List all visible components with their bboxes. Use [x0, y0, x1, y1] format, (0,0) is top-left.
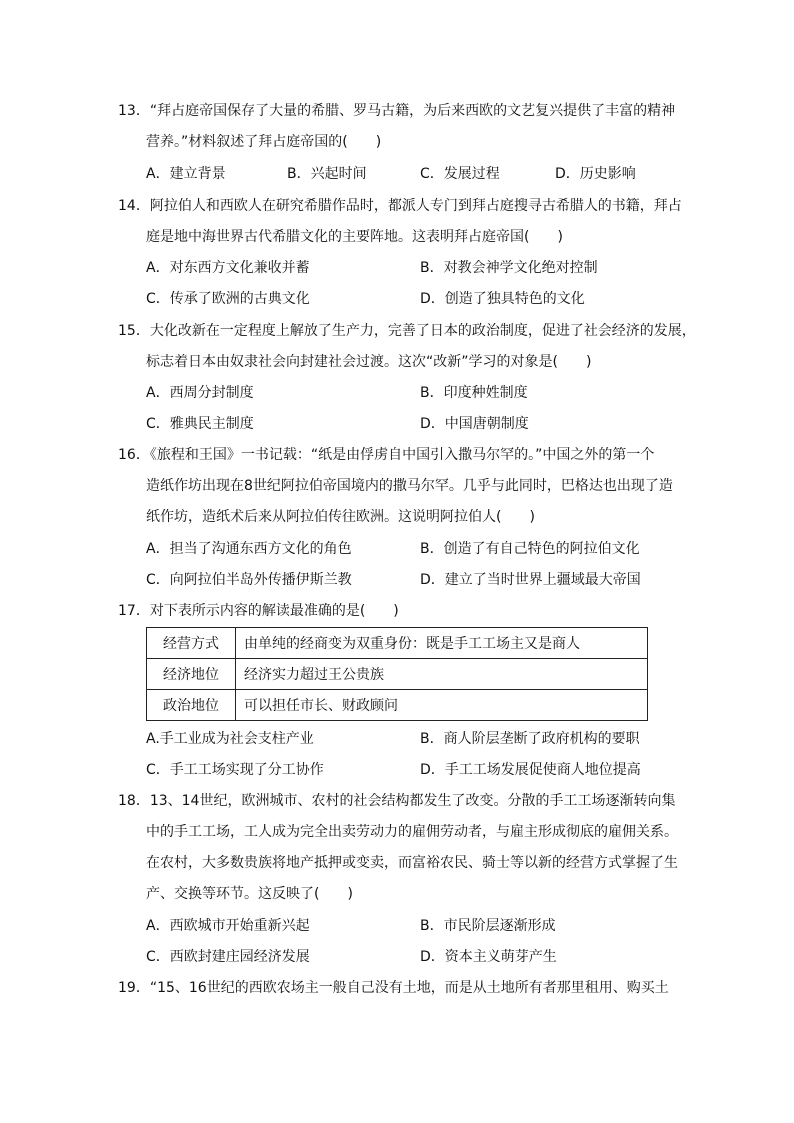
question-16-option-a: A．担当了沟通东西方文化的角色	[146, 541, 352, 557]
question-16-stem-line-3: 纸作坊，造纸术后来从阿拉伯传往欧洲。这说明阿拉伯人( )	[146, 509, 535, 525]
question-17-stem-line-1: 17．对下表所示内容的解读最准确的是( )	[118, 603, 399, 619]
question-13-stem-line-2: 营养。”材料叙述了拜占庭帝国的( )	[146, 134, 382, 150]
question-18-stem-line-3: 在农村，大多数贵族将地产抵押或变卖，而富裕农民、骑士等以新的经营方式掌握了生	[146, 855, 678, 871]
question-18-option-c: C．西欧封建庄园经济发展	[146, 949, 310, 965]
question-15-option-c: C．雅典民主制度	[146, 416, 254, 432]
question-17-option-b: B．商人阶层垄断了政府机构的要职	[420, 731, 640, 747]
question-16-option-b: B．创造了有自己特色的阿拉伯文化	[420, 541, 640, 557]
question-17-option-d: D．手工工场发展促使商人地位提高	[420, 762, 641, 778]
question-16-stem-line-1: 16．《旅程和王国》一书记载：“纸是由俘虏自中国引入撒马尔罕的。”中国之外的第一个	[118, 447, 655, 463]
question-18-stem-line-2: 中的手工工场，工人成为完全出卖劳动力的雇佣劳动者，与雇主形成彻底的雇佣关系。	[146, 824, 678, 840]
question-13-option-d: D．历史影响	[555, 166, 636, 182]
table-row	[147, 690, 648, 721]
question-18-option-b: B．市民阶层逐渐形成	[420, 918, 556, 934]
table-cell-value: 经济实力超过王公贵族	[236, 659, 648, 690]
question-13-option-b: B．兴起时间	[287, 166, 367, 182]
question-15-option-a: A．西周分封制度	[146, 385, 254, 401]
question-16-option-c: C．向阿拉伯半岛外传播伊斯兰教	[146, 572, 352, 588]
question-17-option-a: A.手工业成为社会支柱产业	[146, 731, 314, 747]
question-15-option-b: B．印度种姓制度	[420, 385, 528, 401]
table-cell-key: 经营方式	[147, 628, 236, 659]
table-row	[147, 628, 648, 659]
question-19-stem-line-1: 19．“15、16世纪的西欧农场主一般自己没有土地，而是从土地所有者那里租用、购买土	[118, 980, 669, 996]
question-13-option-c: C．发展过程	[420, 166, 500, 182]
table-cell-key: 政治地位	[147, 690, 236, 721]
question-14-option-a: A．对东西方文化兼收并蓄	[146, 260, 310, 276]
question-16-stem-line-2: 造纸作坊出现在8世纪阿拉伯帝国境内的撒马尔罕。几乎与此同时，巴格达也出现了造	[146, 478, 673, 494]
table-cell-value: 可以担任市长、财政顾问	[236, 690, 648, 721]
question-14-option-c: C．传承了欧洲的古典文化	[146, 291, 310, 307]
question-13-stem-line-1: 13．“拜占庭帝国保存了大量的希腊、罗马古籍，为后来西欧的文艺复兴提供了丰富的精神	[118, 103, 676, 119]
question-14-stem-line-1: 14．阿拉伯人和西欧人在研究希腊作品时，都派人专门到拜占庭搜寻古希腊人的书籍，拜占	[118, 198, 682, 214]
question-13-option-a: A．建立背景	[146, 166, 226, 182]
question-15-stem-line-2: 标志着日本由奴隶社会向封建社会过渡。这次“改新”学习的对象是( )	[146, 354, 592, 370]
question-18-option-d: D．资本主义萌芽产生	[420, 949, 557, 965]
question-18-option-a: A．西欧城市开始重新兴起	[146, 918, 310, 934]
question-17-option-c: C．手工工场实现了分工协作	[146, 762, 324, 778]
question-18-stem-line-4: 产、交换等环节。这反映了( )	[146, 886, 353, 902]
table-row	[147, 659, 648, 690]
table-cell-key: 经济地位	[147, 659, 236, 690]
question-14-option-d: D．创造了独具特色的文化	[420, 291, 585, 307]
question-17-table	[146, 627, 648, 721]
question-15-stem-line-1: 15．大化改新在一定程度上解放了生产力，完善了日本的政治制度，促进了社会经济的发展，	[118, 323, 696, 339]
question-15-option-d: D．中国唐朝制度	[420, 416, 529, 432]
table-cell-value: 由单纯的经商变为双重身份：既是手工工场主又是商人	[236, 628, 648, 659]
question-16-option-d: D．建立了当时世界上疆域最大帝国	[420, 572, 641, 588]
question-14-stem-line-2: 庭是地中海世界古代希腊文化的主要阵地。这表明拜占庭帝国( )	[146, 229, 563, 245]
question-14-option-b: B．对教会神学文化绝对控制	[420, 260, 598, 276]
question-18-stem-line-1: 18．13、14世纪，欧洲城市、农村的社会结构都发生了改变。分散的手工工场逐渐转向集	[118, 793, 676, 809]
